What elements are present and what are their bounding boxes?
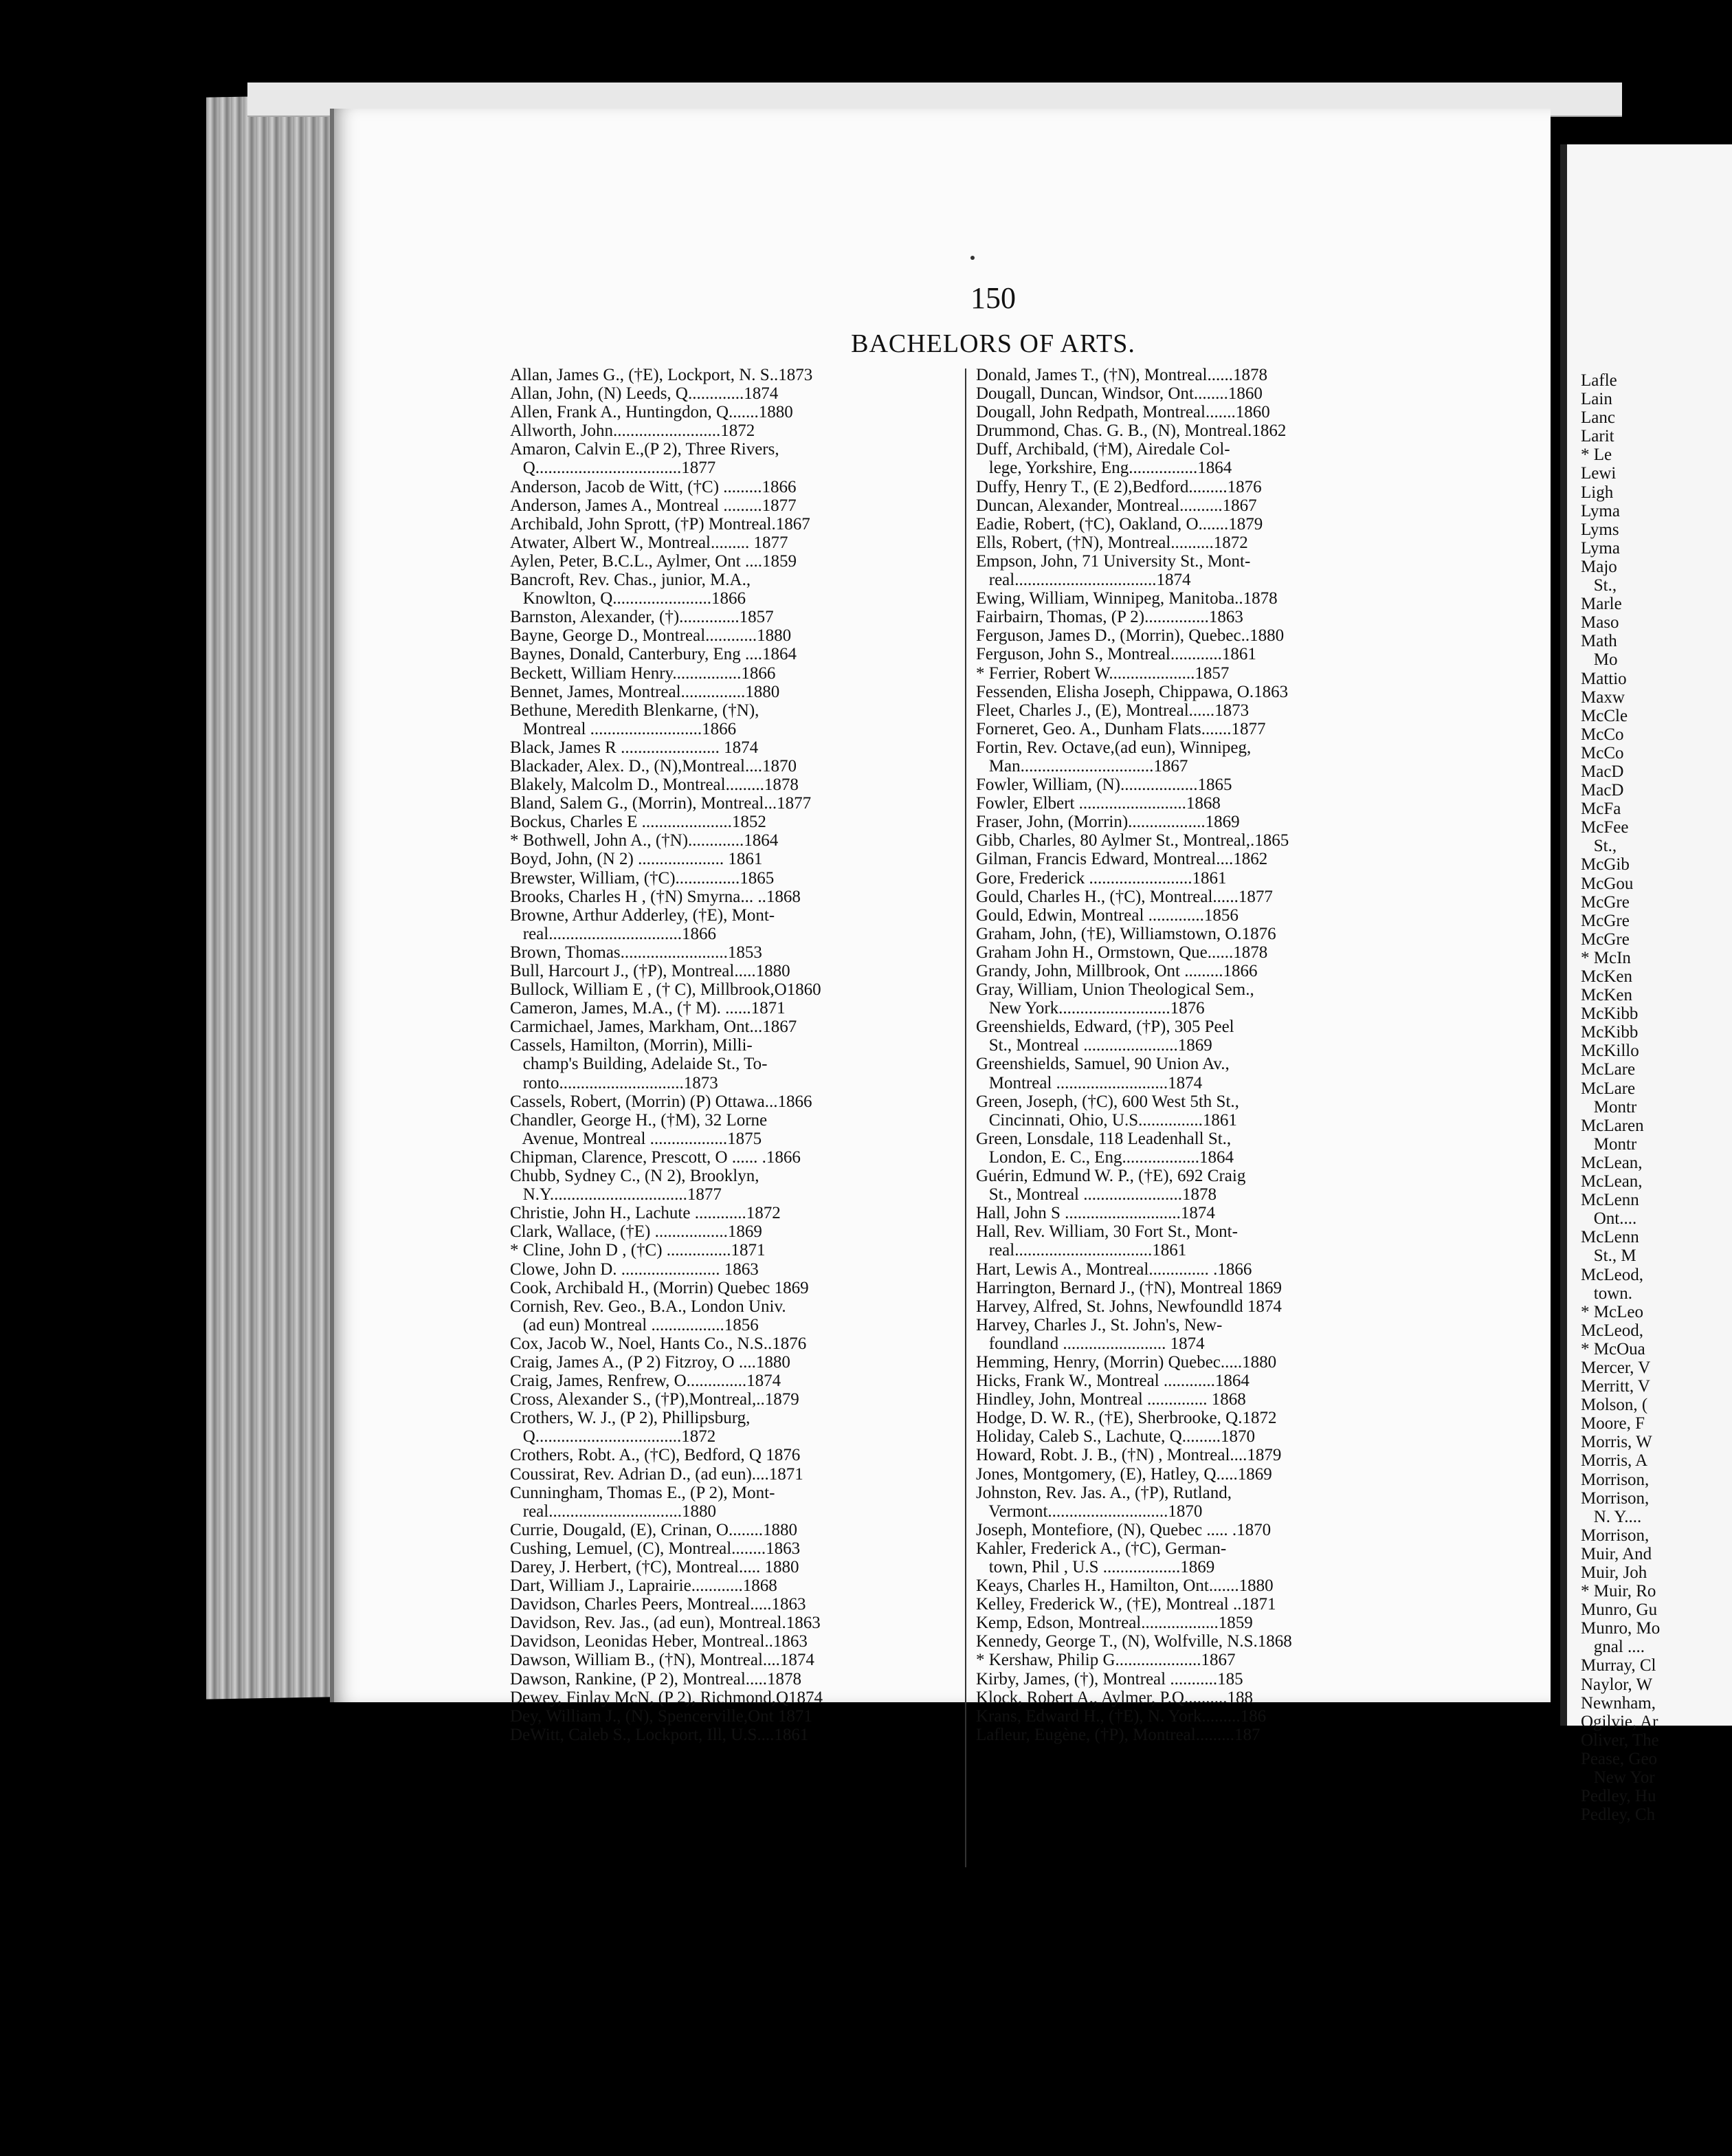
right-page-entry: * Le [1581, 446, 1612, 465]
left-column-entry: Cook, Archibald H., (Morrin) Quebec 1869 [510, 1278, 809, 1297]
left-column-entry: Allan, John, (N) Leeds, Q.............1874 [510, 384, 779, 404]
right-page-entry: Morris, A [1581, 1451, 1648, 1471]
right-page-entry: Muir, And [1581, 1544, 1652, 1563]
left-column-entry: Cunningham, Thomas E., (P 2), Mont- [510, 1483, 775, 1502]
left-column-entry: Bennet, James, Montreal...............1880 [510, 682, 780, 701]
right-page-entry: St., [1581, 837, 1617, 856]
right-page-entry: McLare [1581, 1079, 1636, 1098]
left-column-entry: ronto.............................1873 [510, 1073, 718, 1092]
right-page-entry: McLean, [1581, 1172, 1643, 1191]
right-page-entry: McKibb [1581, 1023, 1639, 1042]
right-page-entry: Montr [1581, 1097, 1637, 1116]
left-column-entry: Cameron, James, M.A., († M). ......1871 [510, 999, 786, 1018]
page-edges [206, 95, 330, 1699]
left-column-entry: Bancroft, Rev. Chas., junior, M.A., [510, 571, 751, 590]
left-column-entry: Cassels, Robert, (Morrin) (P) Ottawa...1866 [510, 1092, 812, 1111]
left-column-entry: Cross, Alexander S., (†P),Montreal,..1879 [510, 1390, 799, 1409]
right-page-entry: * McLeo [1581, 1302, 1643, 1321]
right-page-entry: Munro, Mo [1581, 1619, 1661, 1638]
left-column-entry: Avenue, Montreal ..................1875 [510, 1129, 762, 1148]
left-column-entry: champ's Building, Adelaide St., To- [510, 1055, 768, 1074]
middle-column-entry: Green, Lonsdale, 118 Leadenhall St., [976, 1129, 1232, 1148]
right-page-entry: McLare [1581, 1060, 1636, 1079]
column-divider [965, 368, 966, 1867]
left-column-entry: Boyd, John, (N 2) .................... 1861 [510, 850, 763, 869]
left-column-entry: Darey, J. Herbert, (†C), Montreal..... 1880 [510, 1558, 799, 1576]
right-page-entry: Montr [1581, 1134, 1637, 1154]
middle-column-entry: real.................................1874 [976, 571, 1191, 590]
left-column-entry: Cassels, Hamilton, (Morrin), Milli- [510, 1036, 753, 1055]
right-page-entry: McGre [1581, 930, 1630, 949]
right-page-entry: McLean, [1581, 1153, 1643, 1172]
middle-column-entry: Fraser, John, (Morrin)..................1869 [976, 813, 1240, 832]
right-page-entry: Ogilvie, Ar [1581, 1712, 1658, 1731]
right-page-entry: New Yor [1581, 1768, 1655, 1788]
right-page-entry: gnal .... [1581, 1638, 1645, 1657]
middle-column-entry: Harvey, Charles J., St. John's, New- [976, 1315, 1223, 1334]
middle-column-entry: Krans, Edward H., (†E), N. York.........186 [976, 1706, 1267, 1726]
right-page-entry: * McOua [1581, 1339, 1645, 1358]
left-column-entry: Brown, Thomas.........................1853 [510, 943, 762, 962]
middle-column-entry: Jones, Montgomery, (E), Hatley, Q.....1869 [976, 1464, 1272, 1484]
right-page-entry: Naylor, W [1581, 1675, 1653, 1694]
middle-column-entry: Lafleur, Eugène, (†P), Montreal.........187 [976, 1725, 1261, 1744]
right-page-entry: Morrison, [1581, 1488, 1650, 1508]
right-page-entry: Lyms [1581, 520, 1619, 539]
middle-column-entry: Gore, Frederick ........................1861 [976, 868, 1227, 888]
left-column-entry: Davidson, Charles Peers, Montreal.....1863 [510, 1595, 806, 1614]
right-page-entry: McKillo [1581, 1042, 1639, 1061]
right-page-entry: Moore, F [1581, 1414, 1645, 1433]
left-column-entry: Barnston, Alexander, (†)..............1857 [510, 608, 774, 627]
middle-column-entry: Graham John H., Ormstown, Que......1878 [976, 943, 1268, 962]
right-page-entry: MacD [1581, 762, 1624, 781]
right-page-entry: Ont.... [1581, 1209, 1637, 1229]
left-column [510, 366, 944, 1744]
right-page-entry: Morrison, [1581, 1526, 1650, 1545]
middle-column-entry: St., Montreal .......................1878 [976, 1185, 1217, 1204]
middle-column-entry: Grandy, John, Millbrook, Ont .........1866 [976, 962, 1258, 980]
left-column-entry: real...............................1880 [510, 1502, 716, 1521]
right-page-entry: Merritt, V [1581, 1377, 1650, 1396]
middle-column-entry: Hemming, Henry, (Morrin) Quebec.....1880 [976, 1352, 1277, 1372]
right-page-entry: Pease, Geo [1581, 1749, 1658, 1768]
right-page-entry: Lyma [1581, 501, 1620, 520]
middle-column-entry: Duffy, Henry T., (E 2),Bedford.........1876 [976, 477, 1262, 496]
left-column-entry: Archibald, John Sprott, (†P) Montreal.1867 [510, 514, 810, 534]
right-page-entry: Molson, ( [1581, 1396, 1648, 1415]
middle-column-entry: Ferguson, James D., (Morrin), Quebec..1880 [976, 626, 1285, 646]
right-page-entry: McLenn [1581, 1191, 1639, 1210]
middle-column-entry: Ferguson, John S., Montreal............1861 [976, 645, 1256, 664]
right-page-entry: MacD [1581, 781, 1624, 800]
right-page-entry: Lain [1581, 390, 1612, 409]
middle-column-entry: * Ferrier, Robert W....................1857 [976, 663, 1230, 683]
right-page-entry: McLaren [1581, 1116, 1644, 1135]
left-column-entry: Dawson, Rankine, (P 2), Montreal.....1878 [510, 1669, 802, 1688]
middle-column-entry: Holiday, Caleb S., Lachute, Q.........1870 [976, 1427, 1255, 1446]
middle-column-entry: Kahler, Frederick A., (†C), German- [976, 1539, 1227, 1558]
left-column-entry: Bull, Harcourt J., (†P), Montreal.....1880 [510, 962, 790, 980]
right-page-entry: McKen [1581, 967, 1632, 986]
middle-column-entry: St., Montreal ......................1869 [976, 1036, 1212, 1055]
middle-column-entry: Fowler, Elbert .........................1868 [976, 794, 1221, 813]
left-column-entry: Dart, William J., Laprairie............1868 [510, 1576, 777, 1596]
middle-column-entry: Keays, Charles H., Hamilton, Ont.......1880 [976, 1576, 1274, 1596]
left-column-entry: Clark, Wallace, (†E) .................1869 [510, 1222, 762, 1242]
left-column-entry: Dewey, Finlay McN, (P 2), Richmond,Q1874 [510, 1688, 823, 1707]
left-column-entry: Blackader, Alex. D., (N),Montreal....1870 [510, 756, 797, 776]
left-column-entry: Davidson, Leonidas Heber, Montreal..1863 [510, 1632, 808, 1651]
left-column-entry: Clowe, John D. ....................... 1863 [510, 1260, 759, 1279]
right-page-entry: Mercer, V [1581, 1358, 1651, 1377]
middle-column-entry: Fairbairn, Thomas, (P 2)...............1863 [976, 608, 1243, 627]
right-page-entry: Lanc [1581, 408, 1615, 428]
middle-column-entry: Fortin, Rev. Octave,(ad eun), Winnipeg, [976, 738, 1252, 757]
middle-column-entry: Man...............................1867 [976, 756, 1188, 776]
middle-column-entry: Cincinnati, Ohio, U.S...............1861 [976, 1110, 1237, 1130]
middle-column-entry: Dougall, Duncan, Windsor, Ont........1860 [976, 384, 1263, 404]
middle-column-entry: Duncan, Alexander, Montreal..........1867 [976, 496, 1257, 515]
left-column-entry: Carmichael, James, Markham, Ont...1867 [510, 1018, 797, 1037]
middle-column-entry: Hart, Lewis A., Montreal.............. .1866 [976, 1260, 1252, 1279]
right-page-entry: N. Y.... [1581, 1507, 1642, 1526]
left-column-entry: * Cline, John D , (†C) ...............1871 [510, 1241, 766, 1260]
right-page-entry: McCle [1581, 706, 1628, 725]
right-page-entry: McFa [1581, 800, 1621, 819]
middle-column-entry: Guérin, Edmund W. P., (†E), 692 Craig [976, 1167, 1246, 1186]
left-column-entry: Christie, John H., Lachute ............1872 [510, 1204, 781, 1223]
right-page-entry: Morris, W [1581, 1433, 1652, 1452]
left-column-entry: Atwater, Albert W., Montreal......... 1877 [510, 533, 788, 552]
middle-column-entry: Fowler, William, (N)..................1865 [976, 776, 1232, 795]
left-column-entry: Currie, Dougald, (E), Crinan, O........1880 [510, 1520, 797, 1539]
middle-column-entry: foundland ........................ 1874 [976, 1334, 1205, 1353]
left-column-entry: Allen, Frank A., Huntingdon, Q.......1880 [510, 403, 793, 422]
left-column-entry: Craig, James, Renfrew, O..............1874 [510, 1372, 781, 1391]
middle-column-entry: Forneret, Geo. A., Dunham Flats.......1877 [976, 719, 1266, 738]
middle-column-entry: Hodge, D. W. R., (†E), Sherbrooke, Q.1872 [976, 1409, 1277, 1428]
left-column-entry: Brooks, Charles H , (†N) Smyrna... ..1868 [510, 887, 801, 906]
page-number: 150 [970, 281, 1016, 315]
right-page-entry: McGre [1581, 911, 1630, 930]
middle-column-entry: Greenshields, Samuel, 90 Union Av., [976, 1055, 1230, 1074]
middle-column-entry: Dougall, John Redpath, Montreal.......1860 [976, 403, 1270, 422]
left-column-entry: Cushing, Lemuel, (C), Montreal........1863 [510, 1539, 801, 1558]
right-page-entry: McLeod, [1581, 1321, 1643, 1340]
right-page-entry: Maso [1581, 613, 1619, 632]
middle-column-entry: Hall, Rev. William, 30 Fort St., Mont- [976, 1222, 1238, 1242]
left-column-entry: Q..................................1877 [510, 459, 716, 478]
middle-column-entry: * Kershaw, Philip G....................1867 [976, 1651, 1236, 1670]
middle-column-entry: Gould, Charles H., (†C), Montreal......1877 [976, 887, 1273, 906]
right-page-entry: McKibb [1581, 1004, 1639, 1024]
middle-column-entry: Kemp, Edson, Montreal..................1859 [976, 1614, 1253, 1633]
right-page-entry: McGre [1581, 892, 1630, 912]
middle-column [976, 366, 1394, 1744]
middle-column-entry: lege, Yorkshire, Eng................1864 [976, 459, 1232, 478]
right-page-entry: McKen [1581, 986, 1632, 1005]
left-column-entry: Crothers, W. J., (P 2), Phillipsburg, [510, 1409, 751, 1428]
middle-column-entry: Hicks, Frank W., Montreal ............1864 [976, 1372, 1250, 1391]
right-page-entry: Muir, Joh [1581, 1563, 1647, 1582]
left-column-entry: Allan, James G., (†E), Lockport, N. S..1873 [510, 366, 813, 384]
right-page-entry: McFee [1581, 818, 1629, 837]
left-column-entry: Cox, Jacob W., Noel, Hants Co., N.S..1876 [510, 1334, 807, 1353]
right-page-entry: Munro, Gu [1581, 1600, 1658, 1620]
middle-column-entry: Kelley, Frederick W., (†E), Montreal ..1871 [976, 1595, 1276, 1614]
middle-column-entry: Klock, Robert A., Aylmer, P.Q..........188 [976, 1688, 1253, 1707]
right-page-entry: Morrison, [1581, 1470, 1650, 1489]
right-page-entry: Lafle [1581, 371, 1617, 390]
right-page-entry: Lyma [1581, 538, 1620, 558]
middle-column-entry: Johnston, Rev. Jas. A., (†P), Rutland, [976, 1483, 1232, 1502]
middle-column-entry: Greenshields, Edward, (†P), 305 Peel [976, 1018, 1234, 1037]
middle-column-entry: Hall, John S ...........................1874 [976, 1204, 1215, 1223]
middle-column-entry: Harvey, Alfred, St. Johns, Newfoundld 1874 [976, 1297, 1282, 1316]
right-page-entry: Pedley, Ch [1581, 1805, 1656, 1825]
right-page-entry: Newnham, [1581, 1693, 1656, 1713]
left-column-entry: Beckett, William Henry................1866 [510, 663, 776, 683]
left-column-entry: Bullock, William E , († C), Millbrook,O1860 [510, 980, 821, 1000]
left-column-entry: Dawson, William B., (†N), Montreal....1874 [510, 1651, 814, 1670]
left-column-entry: Browne, Arthur Adderley, (†E), Mont- [510, 905, 775, 925]
right-page-entry: Maxw [1581, 688, 1625, 707]
right-page-entry: Marle [1581, 595, 1622, 614]
middle-column-entry: Harrington, Bernard J., (†N), Montreal 1869 [976, 1278, 1283, 1297]
right-page-entry: Lewi [1581, 464, 1617, 483]
left-column-entry: Crothers, Robt. A., (†C), Bedford, Q 1876 [510, 1446, 801, 1465]
middle-column-entry: New York..........................1876 [976, 999, 1205, 1018]
left-column-entry: Anderson, James A., Montreal .........1877 [510, 496, 797, 515]
right-page-entry: Murray, Cl [1581, 1656, 1656, 1675]
left-column-entry: Amaron, Calvin E.,(P 2), Three Rivers, [510, 440, 779, 459]
left-column-entry: Black, James R ....................... 1874 [510, 738, 759, 757]
right-page-entry: town. [1581, 1284, 1632, 1303]
left-column-entry: Brewster, William, (†C)...............1865 [510, 868, 775, 888]
middle-column-entry: Drummond, Chas. G. B., (N), Montreal.1862 [976, 421, 1287, 441]
middle-column-entry: Montreal ..........................1874 [976, 1073, 1203, 1092]
left-column-entry: Chandler, George H., (†M), 32 Lorne [510, 1110, 768, 1130]
middle-column-entry: Hindley, John, Montreal .............. 1868 [976, 1390, 1246, 1409]
left-column-entry: Coussirat, Rev. Adrian D., (ad eun)....1871 [510, 1464, 803, 1484]
left-column-entry: * Bothwell, John A., (†N).............1864 [510, 831, 779, 850]
page-title: BACHELORS OF ARTS. [851, 329, 1135, 358]
left-column-entry: Bland, Salem G., (Morrin), Montreal...1877 [510, 794, 812, 813]
left-column-entry: Baynes, Donald, Canterbury, Eng ....1864 [510, 645, 797, 664]
left-column-entry: Bockus, Charles E .....................1852 [510, 813, 766, 832]
right-page-entry: McCo [1581, 725, 1624, 744]
middle-column-entry: Gibb, Charles, 80 Aylmer St., Montreal,.1865 [976, 831, 1289, 850]
left-column-entry: Bayne, George D., Montreal............1880 [510, 626, 792, 646]
left-column-entry: Craig, James A., (P 2) Fitzroy, O ....1880 [510, 1352, 790, 1372]
left-column-entry: (ad eun) Montreal .................1856 [510, 1315, 759, 1334]
left-column-entry: Montreal ..........................1866 [510, 719, 737, 738]
right-page-entry: McLenn [1581, 1228, 1639, 1247]
middle-column-entry: Ewing, William, Winnipeg, Manitoba..1878 [976, 589, 1278, 608]
middle-column-entry: Joseph, Montefiore, (N), Quebec ..... .1870 [976, 1520, 1272, 1539]
middle-column-entry: Fessenden, Elisha Joseph, Chippawa, O.1863 [976, 682, 1289, 701]
middle-column-entry: Green, Joseph, (†C), 600 West 5th St., [976, 1092, 1239, 1111]
left-column-entry: Dey, William J., (N), Spencerville,Ont 1871 [510, 1706, 812, 1726]
right-page-entry: * Muir, Ro [1581, 1582, 1656, 1601]
left-column-entry: Aylen, Peter, B.C.L., Aylmer, Ont ....1859 [510, 551, 797, 571]
middle-column-entry: real................................1861 [976, 1241, 1187, 1260]
middle-column-entry: Empson, John, 71 University St., Mont- [976, 551, 1251, 571]
right-page-entry: Mattio [1581, 669, 1627, 688]
middle-column-entry: Kennedy, George T., (N), Wolfville, N.S.1868 [976, 1632, 1292, 1651]
middle-column-entry: Duff, Archibald, (†M), Airedale Col- [976, 440, 1230, 459]
middle-column-entry: Ells, Robert, (†N), Montreal..........1872 [976, 533, 1248, 552]
middle-column-entry: Kirby, James, (†), Montreal ...........185 [976, 1669, 1243, 1688]
middle-column-entry: Gray, William, Union Theological Sem., [976, 980, 1254, 1000]
right-page-entry: St., M [1581, 1246, 1636, 1266]
right-page-entry: * McIn [1581, 948, 1631, 967]
left-column-entry: Knowlton, Q.......................1866 [510, 589, 746, 608]
middle-column-entry: Gould, Edwin, Montreal .............1856 [976, 905, 1239, 925]
right-page-entry: McCo [1581, 743, 1624, 762]
right-page-entry: Math [1581, 632, 1617, 651]
right-page-entry: Mo [1581, 650, 1618, 670]
right-page-entry: Ligh [1581, 483, 1614, 502]
left-column-entry: Q..................................1872 [510, 1427, 716, 1446]
middle-column-entry: Donald, James T., (†N), Montreal......1878 [976, 366, 1267, 384]
right-page-column [1581, 371, 1732, 1824]
middle-column-entry: town, Phil , U.S ..................1869 [976, 1558, 1215, 1576]
left-column-entry: Bethune, Meredith Blenkarne, (†N), [510, 701, 759, 720]
right-page-entry: St., [1581, 576, 1617, 595]
right-page-entry: Pedley, Hu [1581, 1787, 1656, 1806]
right-page-entry: Larit [1581, 427, 1614, 446]
left-column-entry: Chubb, Sydney C., (N 2), Brooklyn, [510, 1167, 759, 1186]
left-column-entry: N.Y................................1877 [510, 1185, 722, 1204]
left-column-entry: DeWitt, Caleb S., Lockport, Ill, U.S....1861 [510, 1725, 809, 1744]
middle-column-entry: London, E. C., Eng..................1864 [976, 1147, 1234, 1167]
right-page-entry: McLeod, [1581, 1265, 1643, 1284]
right-page-entry: McGou [1581, 874, 1634, 893]
middle-column-entry: Howard, Robt. J. B., (†N) , Montreal....1879 [976, 1446, 1282, 1465]
left-column-entry: Chipman, Clarence, Prescott, O ...... .1866 [510, 1147, 801, 1167]
right-page-entry: Oliver, The [1581, 1730, 1659, 1750]
right-page-entry: McGib [1581, 855, 1630, 874]
middle-column-entry: Gilman, Francis Edward, Montreal....1862 [976, 850, 1268, 869]
left-column-entry: Blakely, Malcolm D., Montreal.........1878 [510, 776, 799, 795]
left-column-entry: Cornish, Rev. Geo., B.A., London Univ. [510, 1297, 786, 1316]
middle-column-entry: Fleet, Charles J., (E), Montreal......1873 [976, 701, 1250, 720]
right-page-entry: Majo [1581, 557, 1617, 576]
left-column-entry: Allworth, John.........................1872 [510, 421, 755, 441]
ink-dot [970, 256, 975, 260]
left-column-entry: Anderson, Jacob de Witt, (†C) .........1866 [510, 477, 797, 496]
left-column-entry: real...............................1866 [510, 924, 716, 943]
middle-column-entry: Graham, John, (†E), Williamstown, O.1876 [976, 924, 1276, 943]
middle-column-entry: Eadie, Robert, (†C), Oakland, O.......1879 [976, 514, 1263, 534]
middle-column-entry: Vermont............................1870 [976, 1502, 1203, 1521]
left-column-entry: Davidson, Rev. Jas., (ad eun), Montreal.1863 [510, 1614, 821, 1633]
